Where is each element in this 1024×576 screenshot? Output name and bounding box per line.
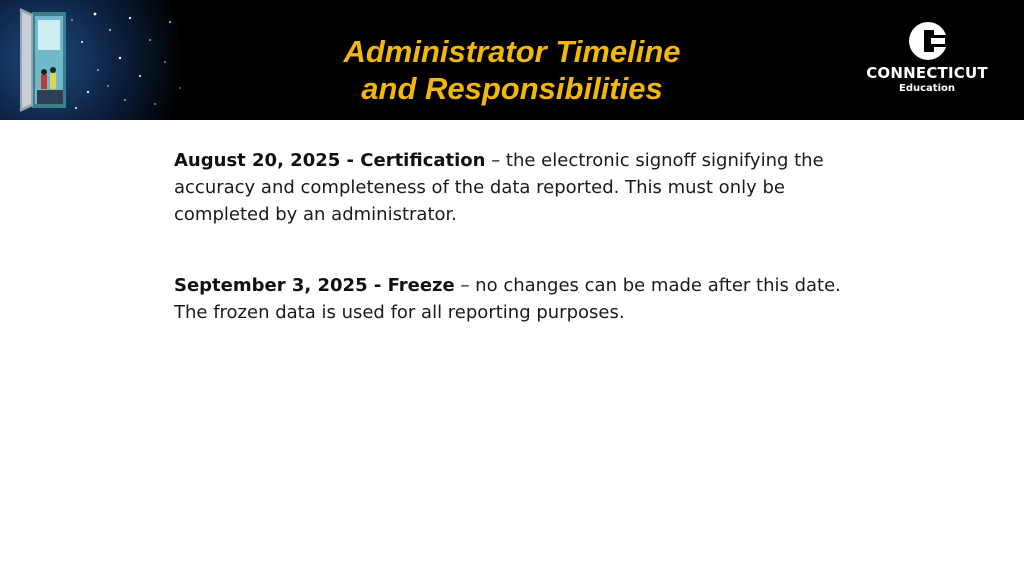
timeline-description: the electronic signoff signifying the accuracy and completeness of the data reported. This must only be completed by an administrator. — [174, 150, 824, 225]
timeline-content — [174, 147, 874, 326]
connecticut-education-logo — [846, 20, 1008, 102]
brand-subtitle: Education — [899, 83, 955, 94]
timeline-item-certification — [174, 147, 874, 228]
title-line-2: and Responsibilities — [361, 71, 663, 106]
header-banner — [0, 0, 1024, 120]
timeline-term: August 20, 2025 - Certification — [174, 150, 486, 171]
brand-name: CONNECTICUT — [866, 64, 988, 82]
open-door-icon — [18, 8, 68, 112]
timeline-separator: – — [485, 150, 506, 171]
connecticut-c-logo-icon — [909, 22, 947, 60]
page-title — [262, 33, 762, 107]
title-line-1: Administrator Timeline — [343, 34, 681, 69]
timeline-item-freeze — [174, 272, 874, 326]
timeline-description: no changes can be made after this date. The frozen data is used for all reporting purposes. — [174, 275, 841, 323]
timeline-separator: – — [454, 275, 476, 296]
timeline-term: September 3, 2025 - Freeze — [174, 275, 455, 296]
